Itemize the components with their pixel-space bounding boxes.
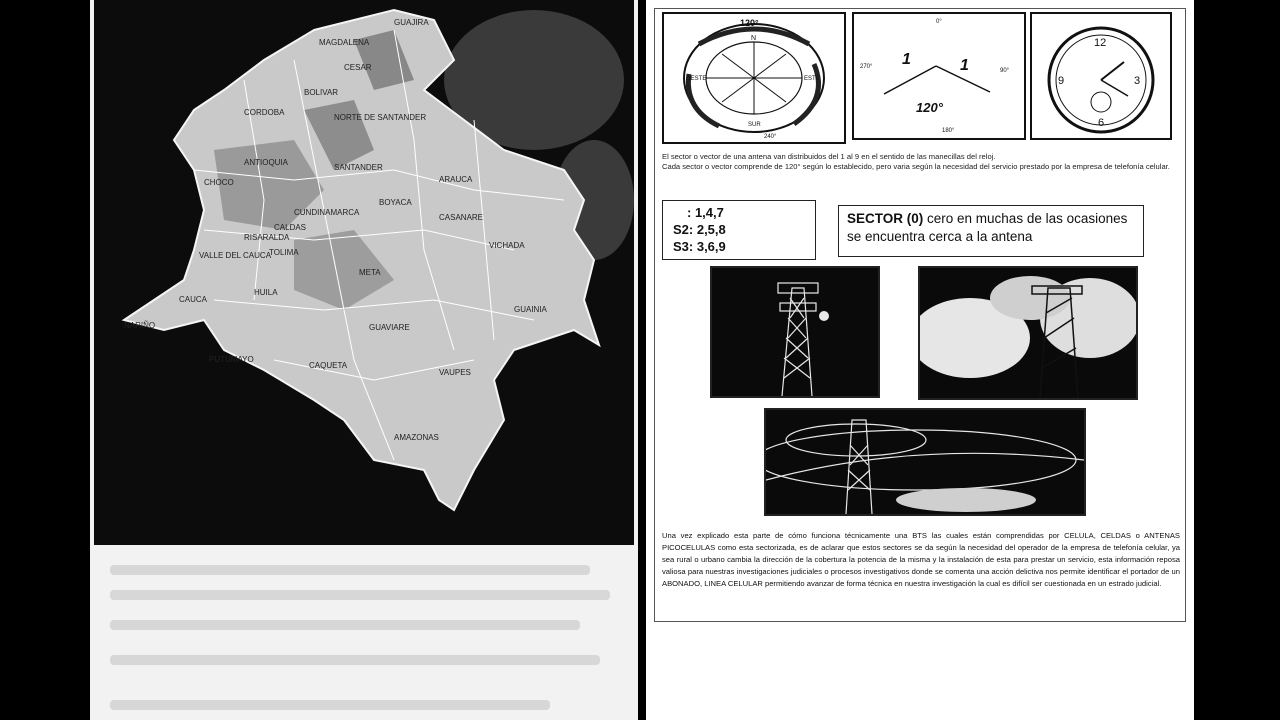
map-label: ARAUCA [439,175,473,184]
watch-number: 6 [1098,117,1105,129]
map-label: VICHADA [489,241,525,250]
map-label: CESAR [344,63,372,72]
angle-label: 270° [860,64,873,70]
sector-zero-title: SECTOR (0) [847,211,924,226]
watch-number: 12 [1094,37,1107,49]
sector-1-value: : 1,4,7 [687,205,724,220]
sector-number: 1 [902,51,911,68]
faded-text-line [110,700,550,710]
east-label: ESTE [804,76,820,82]
south-label: SUR [748,122,761,128]
map-label: META [359,268,381,277]
map-label: MAGDALENA [319,38,370,47]
map-label: BOLIVAR [304,88,339,97]
sector-number: 1 [960,57,969,74]
angle-diagram [852,12,1026,140]
map-label: PUTUMAYO [209,355,254,364]
map-label: CHOCO [204,178,234,187]
map-label: CORDOBA [244,108,285,117]
angle-label: 0° [936,19,942,25]
watch-number: 3 [1134,75,1141,87]
map-label: CUNDINAMARCA [294,208,360,217]
map-label: GUAINIA [514,305,547,314]
map-label: NARIÑO [124,321,156,330]
sector-2-value: S2: 2,5,8 [673,222,726,237]
map-label: CAQUETA [309,361,348,370]
faded-text-line [110,565,590,575]
map-label: SANTANDER [334,163,383,172]
diagram-caption [662,152,1182,172]
west-label: OESTE [686,76,707,82]
left-page-map [90,0,638,720]
sector-3-value: S3: 3,6,9 [673,239,726,254]
map-label: ANTIOQUIA [244,158,289,167]
map-label: VALLE DEL CAUCA [199,251,272,260]
map-label: HUILA [254,288,278,297]
sector-zero-text: cero en muchas de las ocasiones se encuentra cerca a la antena [847,211,1128,244]
faded-text-line [110,655,600,665]
colombia-map [94,0,634,545]
map-label: CASANARE [439,213,484,222]
map-label: RISARALDA [244,233,290,242]
angle-label: 240° [764,134,777,140]
antenna-coverage-photo [764,408,1086,516]
caption-line: El sector o vector de una antena van distribuidos del 1 al 9 en el sentido de las manecillas del reloj. [662,152,996,161]
body-paragraph [662,530,1180,590]
map-label: GUAVIARE [369,323,410,332]
map-label: CAUCA [179,295,208,304]
angle-label: 180° [942,128,955,134]
sector-list-box [662,200,816,260]
right-page-document [646,0,1194,720]
faded-text-line [110,620,580,630]
pocket-watch-image [1030,12,1172,140]
map-label: VAUPES [439,368,471,377]
caption-line: Cada sector o vector comprende de 120° según lo establecido, pero varia según la necesidad del servicio prestado por la empresa de telefonía celular. [662,162,1170,171]
map-label: TOLIMA [269,248,299,257]
map-label: BOYACA [379,198,412,207]
angle-label: 90° [1000,68,1010,74]
antenna-tower-photo [710,266,880,398]
map-label: GUAJIRA [394,18,429,27]
map-label: NORTE DE SANTANDER [334,113,427,122]
map-label: CALDAS [274,223,307,232]
body-paragraph-text: Una vez explicado esta parte de cómo funciona técnicamente una BTS las cuales están comprendidas por CELULA, CELDAS o ANTENAS PICOCELULAS como esta sectorizada, es de aclarar que estos sectores se da según la necesidad del operador de la empresa de telefonía celular, ya sea rural o urbano cambia la dirección de la cobertura la potencia de la misma y la instalación de esta para prestar un servicio, esta información reposa valiosa para nuestras investigaciones judiciales o procesos investigativos donde se comenta una acción delictiva nos permite identificar el portador de un ABONADO, LINEA CELULAR permitiendo avanzar de forma técnica en nuestra investigación la cual es difícil ser cuestionada en un estrado judicial. [662,531,1180,588]
angle-label: 120° [740,18,759,28]
sector-compass-diagram [662,12,846,144]
angle-label: 120° [916,100,943,115]
antenna-sky-photo [918,266,1138,400]
faded-text-line [110,590,610,600]
sector-zero-note [838,205,1144,257]
north-label: N [751,35,757,42]
watch-number: 9 [1058,75,1065,87]
map-label: AMAZONAS [394,433,439,442]
